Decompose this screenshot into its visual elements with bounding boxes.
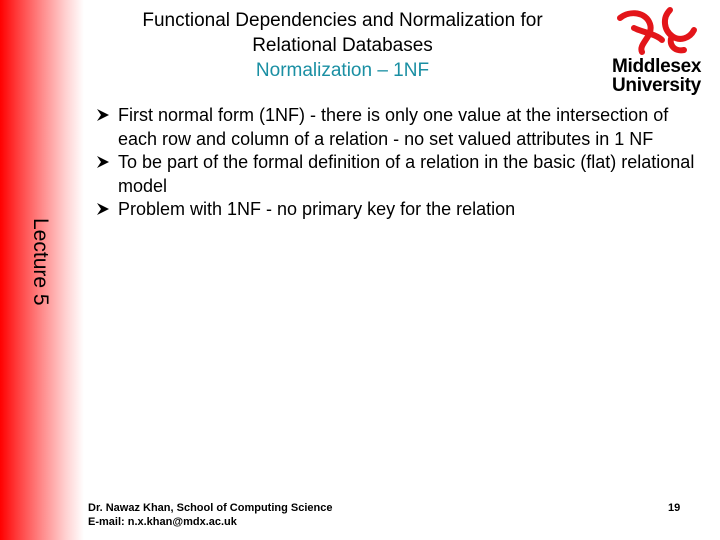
title-line-2: Relational Databases	[252, 35, 433, 56]
university-name-line-1: Middlesex	[612, 56, 702, 77]
bullet-text: Problem with 1NF - no primary key for the relation	[118, 199, 516, 219]
page-number: 19	[668, 502, 681, 514]
lecture-label	[20, 218, 60, 328]
lecture-label-text: Lecture 5	[29, 218, 52, 306]
title-line-1: Functional Dependencies and Normalization for	[142, 10, 543, 31]
bullet-text: First normal form (1NF) - there is only one value at the intersection of each row and column of a relation - no set valued attributes in 1 NF	[118, 105, 669, 149]
bullet-item	[95, 151, 705, 198]
slide-title	[95, 8, 590, 83]
footer-author: Dr. Nawaz Khan, School of Computing Science	[88, 502, 333, 514]
university-name-line-2: University	[612, 75, 701, 96]
bullet-item	[95, 198, 705, 222]
footer-email: E-mail: n.x.khan@mdx.ac.uk	[88, 516, 237, 528]
slide-subtitle: Normalization – 1NF	[255, 60, 430, 81]
arrow-bullet-icon	[95, 154, 111, 170]
bullet-text: To be part of the formal definition of a relation in the basic (flat) relational model	[118, 152, 695, 196]
footer-author-block	[88, 501, 332, 529]
arrow-bullet-icon	[95, 201, 111, 217]
arrow-bullet-icon	[95, 107, 111, 123]
university-name	[612, 57, 712, 95]
bullet-list	[95, 104, 705, 222]
bullet-item	[95, 104, 705, 151]
